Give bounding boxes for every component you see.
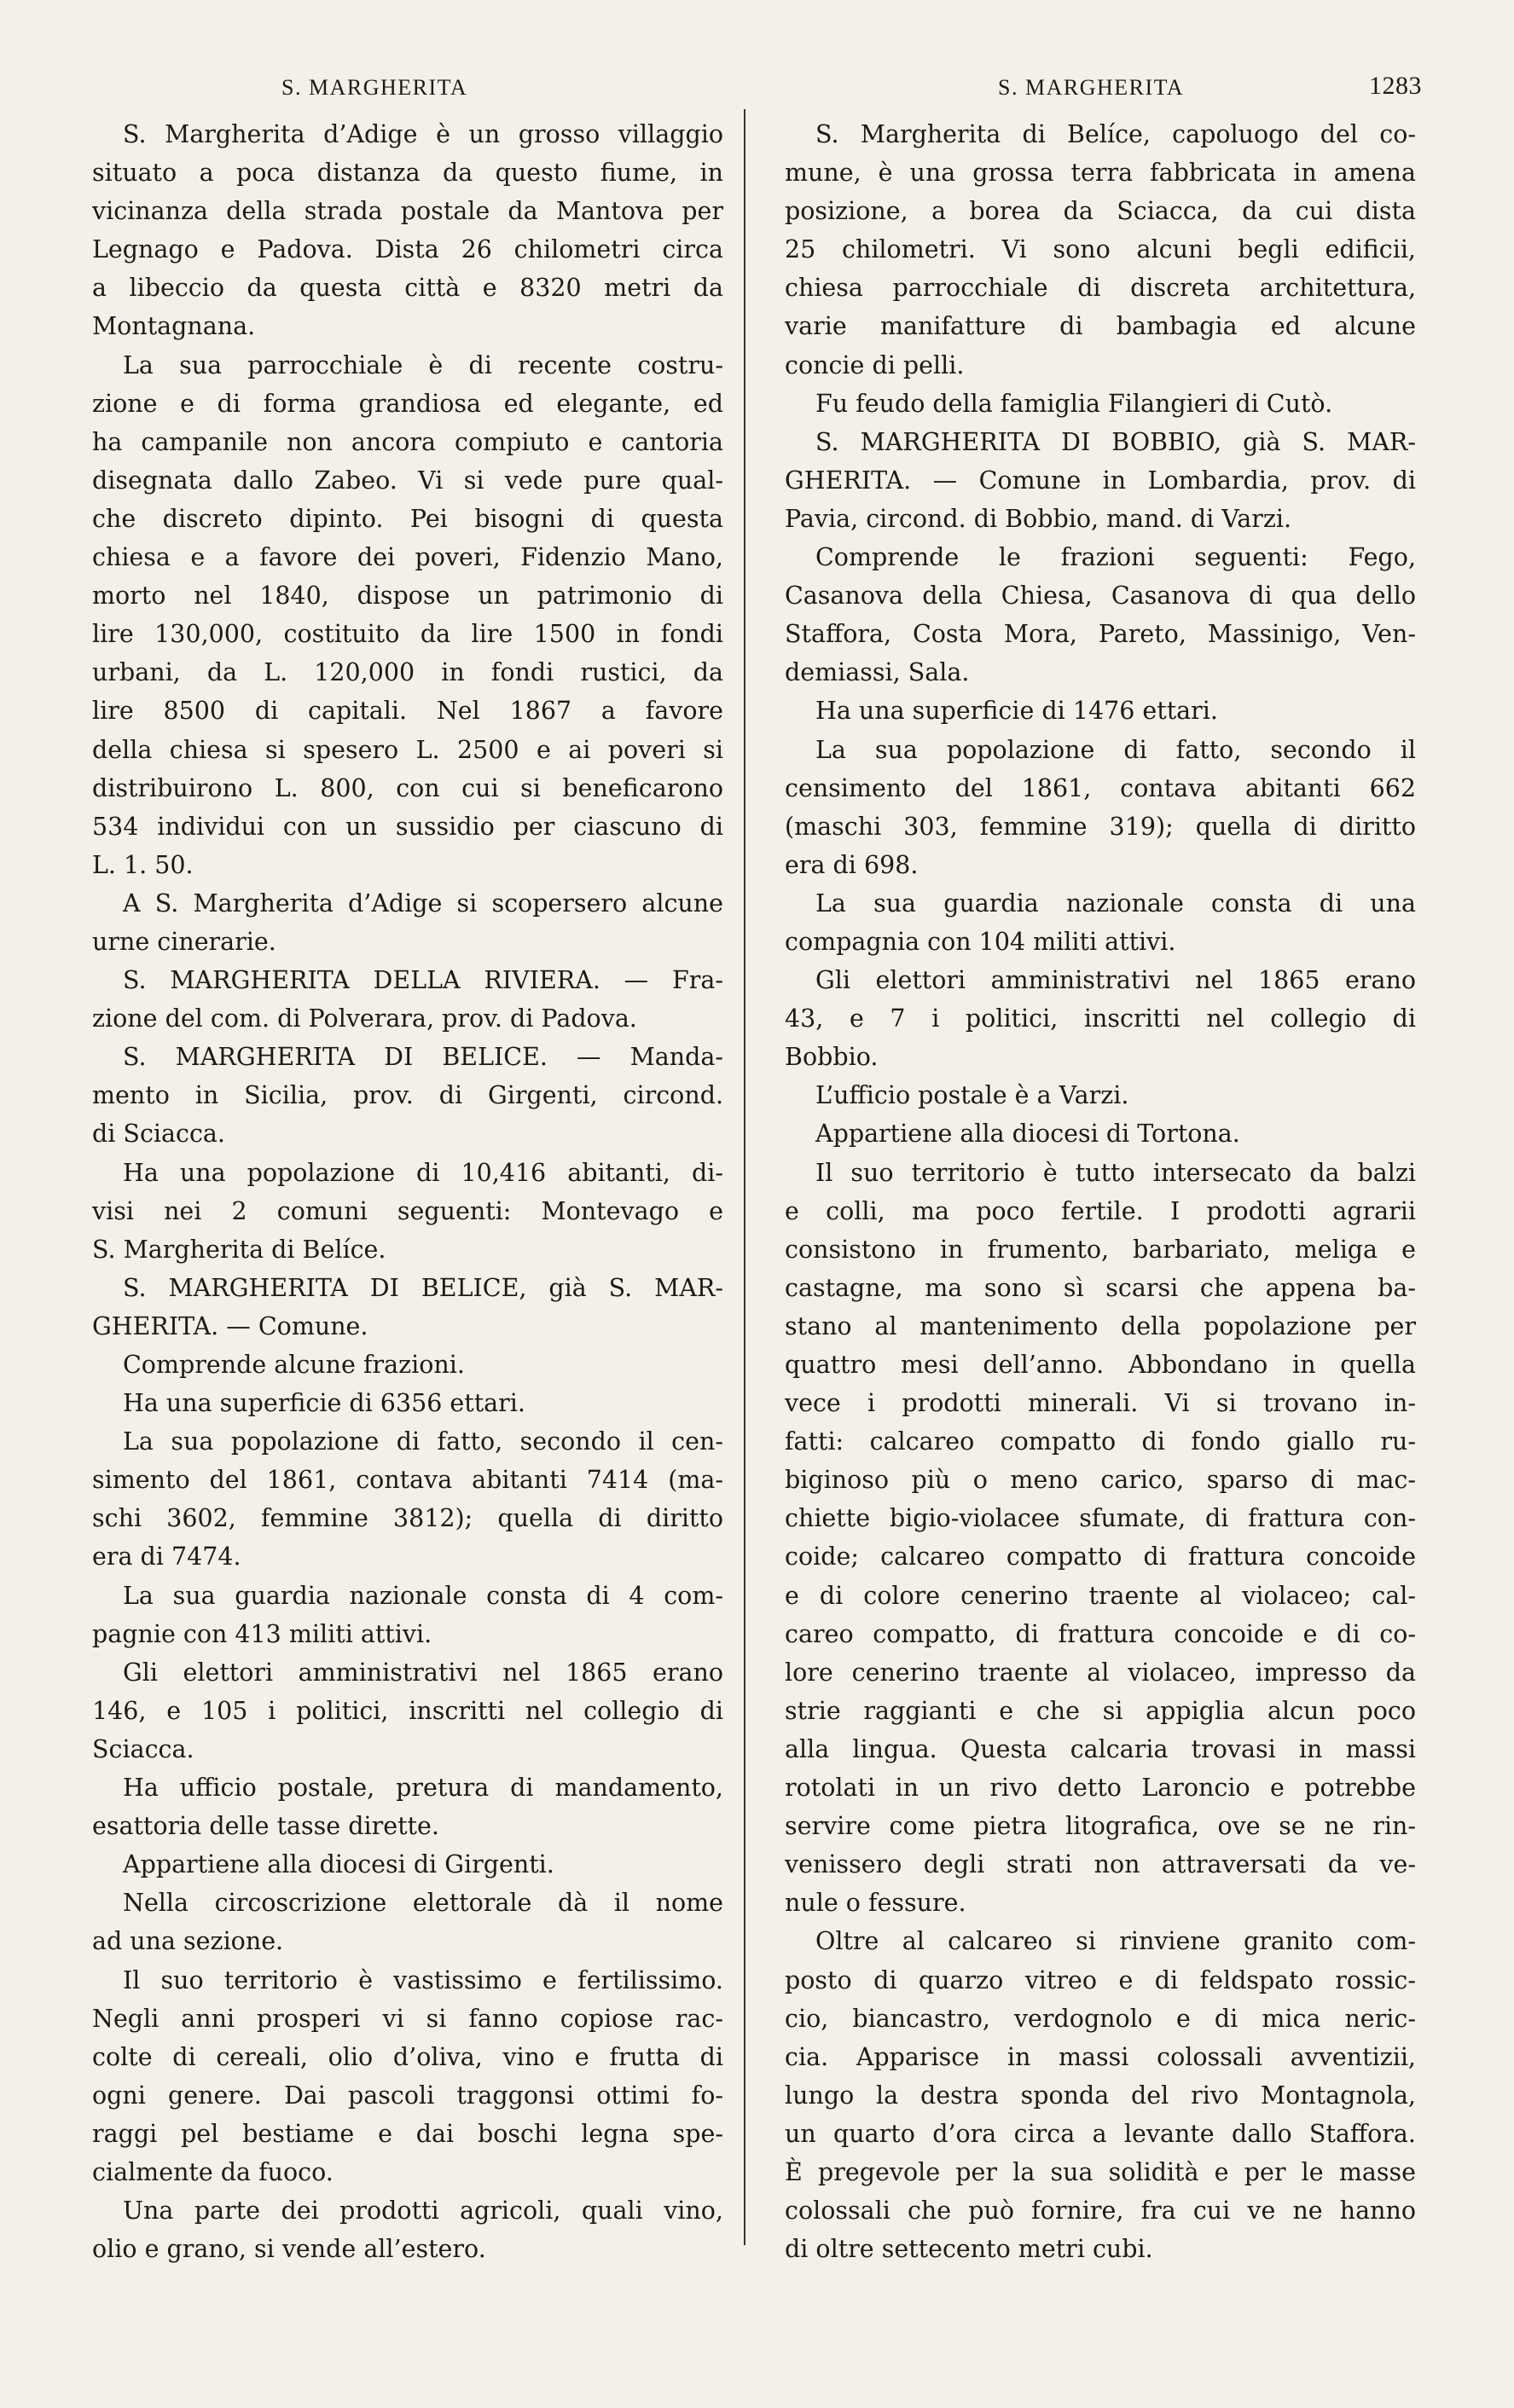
- paragraph: [92, 2191, 723, 2268]
- text-line: castagne, ma sono sì scarsi che appena ba-: [785, 1273, 1416, 1302]
- text-line: e colli, ma poco fertile. I prodotti agrarii: [785, 1196, 1416, 1225]
- text-line: La sua parrocchiale è di recente costru-: [123, 350, 723, 379]
- text-line: era di 698.: [785, 850, 919, 879]
- text-line: distribuirono L. 800, con cui si beneficarono: [92, 773, 723, 802]
- text-line: 25 chilometri. Vi sono alcuni begli edificii,: [785, 235, 1416, 264]
- paragraph: [92, 1038, 723, 1153]
- paragraph: [785, 385, 1416, 423]
- text-line: Una parte dei prodotti agricoli, quali vino,: [123, 2197, 723, 2226]
- paragraph: [92, 346, 723, 884]
- right-column: [785, 115, 1416, 2268]
- paragraph: [785, 423, 1416, 538]
- text-line: Gli elettori amministrativi nel 1865 erano: [123, 1658, 723, 1687]
- text-line: pagnie con 413 militi attivi.: [92, 1619, 432, 1648]
- text-line: simento del 1861, contava abitanti 7414 (ma-: [92, 1466, 723, 1495]
- text-line: Comprende alcune frazioni.: [123, 1351, 465, 1379]
- text-line: L. 1. 50.: [92, 850, 194, 879]
- text-line: lore cenerino traente al violaceo, impresso da: [785, 1658, 1416, 1687]
- text-line: lire 130,000, costituito da lire 1500 in fondi: [92, 620, 723, 649]
- right-running-head: S. MARGHERITA: [998, 75, 1185, 100]
- text-line: La sua popolazione di fatto, secondo il: [815, 735, 1416, 764]
- text-line: Ha ufficio postale, pretura di mandamento,: [123, 1774, 723, 1803]
- text-line: Fu feudo della famiglia Filangieri di Cutò.: [815, 389, 1333, 418]
- text-line: Staffora, Costa Mora, Pareto, Massinigo, Ven-: [785, 620, 1416, 649]
- text-line: Sciacca.: [92, 1734, 194, 1763]
- text-line: schi 3602, femmine 3812); quella di diritto: [92, 1504, 723, 1533]
- paragraph: [92, 961, 723, 1038]
- text-line: ad una sezione.: [92, 1927, 284, 1956]
- text-line: un quarto d’ora circa a levante dallo Staffora.: [785, 2119, 1416, 2148]
- paragraph: [92, 1422, 723, 1576]
- text-line: GHERITA. — Comune in Lombardia, prov. di: [785, 466, 1416, 495]
- text-line: e di colore cenerino traente al violaceo; cal-: [785, 1581, 1416, 1610]
- text-line: S. MARGHERITA DI BELICE, già S. MAR-: [123, 1273, 723, 1302]
- text-line: morto nel 1840, dispose un patrimonio di: [92, 582, 723, 611]
- text-line: lungo la destra sponda del rivo Montagnola,: [785, 2081, 1416, 2110]
- text-line: colte di cereali, olio d’oliva, vino e frutta di: [92, 2042, 723, 2071]
- text-line: cialmente da fuoco.: [92, 2157, 334, 2186]
- text-line: olio e grano, si vende all’estero.: [92, 2235, 486, 2264]
- paragraph: [92, 884, 723, 961]
- paragraph: [785, 538, 1416, 692]
- text-line: chiesa e a favore dei poveri, Fidenzio Mano,: [92, 543, 723, 572]
- text-line: Appartiene alla diocesi di Girgenti.: [123, 1850, 554, 1879]
- text-line: cio, biancastro, verdognolo e di mica neric-: [785, 2004, 1416, 2033]
- text-line: Negli anni prosperi vi si fanno copiose rac-: [92, 2004, 723, 2033]
- paragraph: [92, 1884, 723, 1960]
- left-running-head: S. MARGHERITA: [281, 75, 468, 100]
- text-line: cia. Apparisce in massi colossali avventizii,: [785, 2042, 1416, 2071]
- text-line: chiesa parrocchiale di discreta architettura,: [785, 274, 1416, 303]
- paragraph: [92, 1577, 723, 1653]
- paragraph: [785, 115, 1416, 385]
- text-line: mune, è una grossa terra fabbricata in amena: [785, 159, 1416, 188]
- text-line: raggi pel bestiame e dai boschi legna spe-: [92, 2119, 723, 2148]
- paragraph: [785, 692, 1416, 730]
- text-line: quattro mesi dell’anno. Abbondano in quella: [785, 1351, 1416, 1379]
- paragraph: [92, 1961, 723, 2192]
- text-line: Il suo territorio è tutto intersecato da balzi: [815, 1158, 1416, 1187]
- text-line: consistono in frumento, barbariato, meliga e: [785, 1235, 1416, 1264]
- text-line: 146, e 105 i politici, inscritti nel collegio di: [92, 1696, 723, 1725]
- text-line: Appartiene alla diocesi di Tortona.: [815, 1120, 1240, 1149]
- text-line: venissero degli strati non attraversati da ve-: [785, 1850, 1416, 1879]
- text-line: di oltre settecento metri cubi.: [785, 2235, 1153, 2264]
- text-line: coide; calcareo compatto di frattura concoide: [785, 1543, 1416, 1572]
- text-line: La sua guardia nazionale consta di 4 com-: [123, 1581, 723, 1610]
- text-line: chiette bigio-violacee sfumate, di frattura con-: [785, 1504, 1416, 1533]
- text-line: varie manifatture di bambagia ed alcune: [785, 312, 1416, 341]
- text-line: nule o fessure.: [785, 1889, 966, 1918]
- text-line: visi nei 2 comuni seguenti: Montevago e: [92, 1196, 723, 1225]
- text-line: S. Margherita di Belíce, capoluogo del co-: [815, 120, 1416, 148]
- text-line: È pregevole per la sua solidità e per le masse: [785, 2157, 1416, 2186]
- text-line: biginoso più o meno carico, sparso di mac-: [785, 1466, 1416, 1495]
- text-line: Nella circoscrizione elettorale dà il nome: [123, 1889, 723, 1918]
- text-line: era di 7474.: [92, 1543, 241, 1572]
- text-line: La sua popolazione di fatto, secondo il cen-: [123, 1427, 723, 1456]
- text-line: S. Margherita d’Adige è un grosso villaggio: [123, 120, 723, 148]
- text-line: Legnago e Padova. Dista 26 chilometri circa: [92, 235, 723, 264]
- text-line: S. MARGHERITA DI BOBBIO, già S. MAR-: [815, 427, 1416, 456]
- text-line: servire come pietra litografica, ove se ne rin-: [785, 1812, 1416, 1841]
- text-line: Ha una popolazione di 10,416 abitanti, di-: [123, 1158, 723, 1187]
- paragraph: [92, 1346, 723, 1384]
- paragraph: [92, 1845, 723, 1884]
- text-line: careo compatto, di frattura concoide e di co-: [785, 1619, 1416, 1648]
- text-line: disegnata dallo Zabeo. Vi si vede pure qual-: [92, 466, 723, 495]
- text-line: posto di quarzo vitreo e di feldspato rossic-: [785, 1965, 1416, 1994]
- paragraph: [92, 1384, 723, 1422]
- text-line: zione del com. di Polverara, prov. di Padova.: [92, 1004, 637, 1033]
- page-number: 1283: [1369, 72, 1422, 100]
- text-line: situato a poca distanza da questo fiume, in: [92, 159, 723, 188]
- text-line: ogni genere. Dai pascoli traggonsi ottimi fo-: [92, 2081, 723, 2110]
- text-line: S. MARGHERITA DELLA RIVIERA. — Fra-: [123, 966, 723, 995]
- text-line: Gli elettori amministrativi nel 1865 erano: [815, 966, 1416, 995]
- paragraph: [92, 1653, 723, 1768]
- text-line: urbani, da L. 120,000 in fondi rustici, da: [92, 658, 723, 687]
- text-line: esattoria delle tasse dirette.: [92, 1812, 439, 1841]
- paragraph: [785, 884, 1416, 961]
- paragraph: [785, 1154, 1416, 1923]
- text-line: S. MARGHERITA DI BELICE. — Manda-: [123, 1043, 723, 1072]
- text-line: di Sciacca.: [92, 1120, 225, 1149]
- text-line: Casanova della Chiesa, Casanova di qua dello: [785, 582, 1416, 611]
- text-line: L’ufficio postale è a Varzi.: [815, 1081, 1129, 1110]
- text-line: Montagnana.: [92, 312, 256, 341]
- text-line: lire 8500 di capitali. Nel 1867 a favore: [92, 697, 723, 726]
- text-line: demiassi, Sala.: [785, 658, 970, 687]
- text-line: censimento del 1861, contava abitanti 662: [785, 773, 1416, 802]
- text-line: compagnia con 104 militi attivi.: [785, 927, 1176, 956]
- text-line: GHERITA. — Comune.: [92, 1311, 368, 1340]
- text-line: Bobbio.: [785, 1043, 879, 1072]
- text-line: urne cinerarie.: [92, 927, 276, 956]
- text-line: Ha una superficie di 1476 ettari.: [815, 697, 1218, 726]
- text-line: 43, e 7 i politici, inscritti nel collegio di: [785, 1004, 1416, 1033]
- text-line: rotolati in un rivo detto Laroncio e potrebbe: [785, 1774, 1416, 1803]
- paragraph: [92, 1269, 723, 1346]
- text-line: a libeccio da questa città e 8320 metri da: [92, 274, 723, 303]
- text-line: 534 individui con un sussidio per ciascuno di: [92, 812, 723, 841]
- text-line: ha campanile non ancora compiuto e cantoria: [92, 427, 723, 456]
- paragraph: [92, 115, 723, 346]
- paragraph: [785, 731, 1416, 884]
- paragraph: [785, 1076, 1416, 1114]
- paragraph: [92, 1768, 723, 1845]
- left-column: [92, 115, 723, 2268]
- text-line: che discreto dipinto. Pei bisogni di questa: [92, 504, 723, 533]
- paragraph: [785, 961, 1416, 1076]
- text-line: strie raggianti e che si appiglia alcun poco: [785, 1696, 1416, 1725]
- paragraph: [785, 1114, 1416, 1153]
- text-line: zione e di forma grandiosa ed elegante, ed: [92, 389, 723, 418]
- text-line: Ha una superficie di 6356 ettari.: [123, 1389, 525, 1418]
- text-line: Comprende le frazioni seguenti: Fego,: [815, 543, 1416, 572]
- text-line: vicinanza della strada postale da Mantova per: [92, 197, 723, 226]
- text-line: La sua guardia nazionale consta di una: [815, 889, 1416, 917]
- text-line: colossali che può fornire, fra cui ve ne hanno: [785, 2197, 1416, 2226]
- text-line: S. Margherita di Belíce.: [92, 1235, 386, 1264]
- text-line: mento in Sicilia, prov. di Girgenti, circond.: [92, 1081, 723, 1110]
- text-line: fatti: calcareo compatto di fondo giallo ru-: [785, 1427, 1416, 1456]
- text-line: Oltre al calcareo si rinviene granito com-: [815, 1927, 1416, 1956]
- text-line: A S. Margherita d’Adige si scopersero alcune: [123, 889, 723, 917]
- text-line: alla lingua. Questa calcaria trovasi in massi: [785, 1734, 1416, 1763]
- paragraph: [785, 1922, 1416, 2268]
- text-line: vece i prodotti minerali. Vi si trovano in-: [785, 1389, 1416, 1418]
- paragraph: [92, 1154, 723, 1269]
- text-line: della chiesa si spesero L. 2500 e ai poveri si: [92, 735, 723, 764]
- text-line: concie di pelli.: [785, 350, 965, 379]
- text-line: stano al mantenimento della popolazione per: [785, 1311, 1416, 1340]
- column-divider: [744, 109, 745, 2245]
- text-line: Il suo territorio è vastissimo e fertilissimo.: [123, 1965, 723, 1994]
- text-line: posizione, a borea da Sciacca, da cui dista: [785, 197, 1416, 226]
- text-line: Pavia, circond. di Bobbio, mand. di Varzi.: [785, 504, 1292, 533]
- text-line: (maschi 303, femmine 319); quella di diritto: [785, 812, 1416, 841]
